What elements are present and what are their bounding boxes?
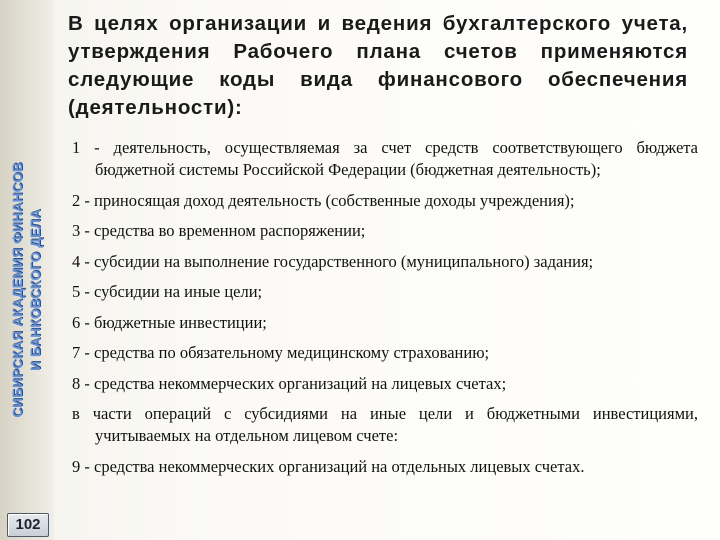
code-list [72, 137, 698, 486]
list-item: 9 - средства некоммерческих организаций на отдельных лицевых счетах. [72, 456, 585, 476]
list-item: 5 - субсидии на иные цели; [72, 282, 263, 301]
academy-name-line-1: СИБИРСКАЯ АКАДЕМИЯ ФИНАНСОВ [10, 162, 25, 418]
slide-title: В целях организации и ведения бухгалтерского учета, утверждения Рабочего плана счетов применяются следующие коды вида финансового обеспечения (деятельности): [68, 12, 688, 119]
academy-logotype [2, 115, 52, 465]
list-item: 2 - приносящая доход деятельность (собственные доходы учреждения); [72, 190, 575, 210]
list-item: 1 - деятельность, осуществляемая за счет средств соответствующего бюджета бюджетной системы Российской Федерации (бюджетная деятельность); [72, 138, 698, 179]
list-item: 7 - средства по обязательному медицинскому страхованию; [72, 343, 490, 362]
list-item: 4 - субсидии на выполнение государственного (муниципального) задания; [72, 251, 594, 271]
page-number-badge: 102 [7, 513, 49, 537]
academy-name-line-2: И БАНКОВСКОГО ДЕЛА [28, 209, 43, 371]
list-item: 3 - средства во временном распоряжении; [72, 221, 366, 240]
list-item: 8 - средства некоммерческих организаций на лицевых счетах; [72, 373, 507, 393]
list-item: в части операций с субсидиями на иные цели и бюджетными инвестициями, учитываемых на отдельном лицевом счете: [72, 404, 698, 445]
list-item: 6 - бюджетные инвестиции; [72, 312, 267, 332]
